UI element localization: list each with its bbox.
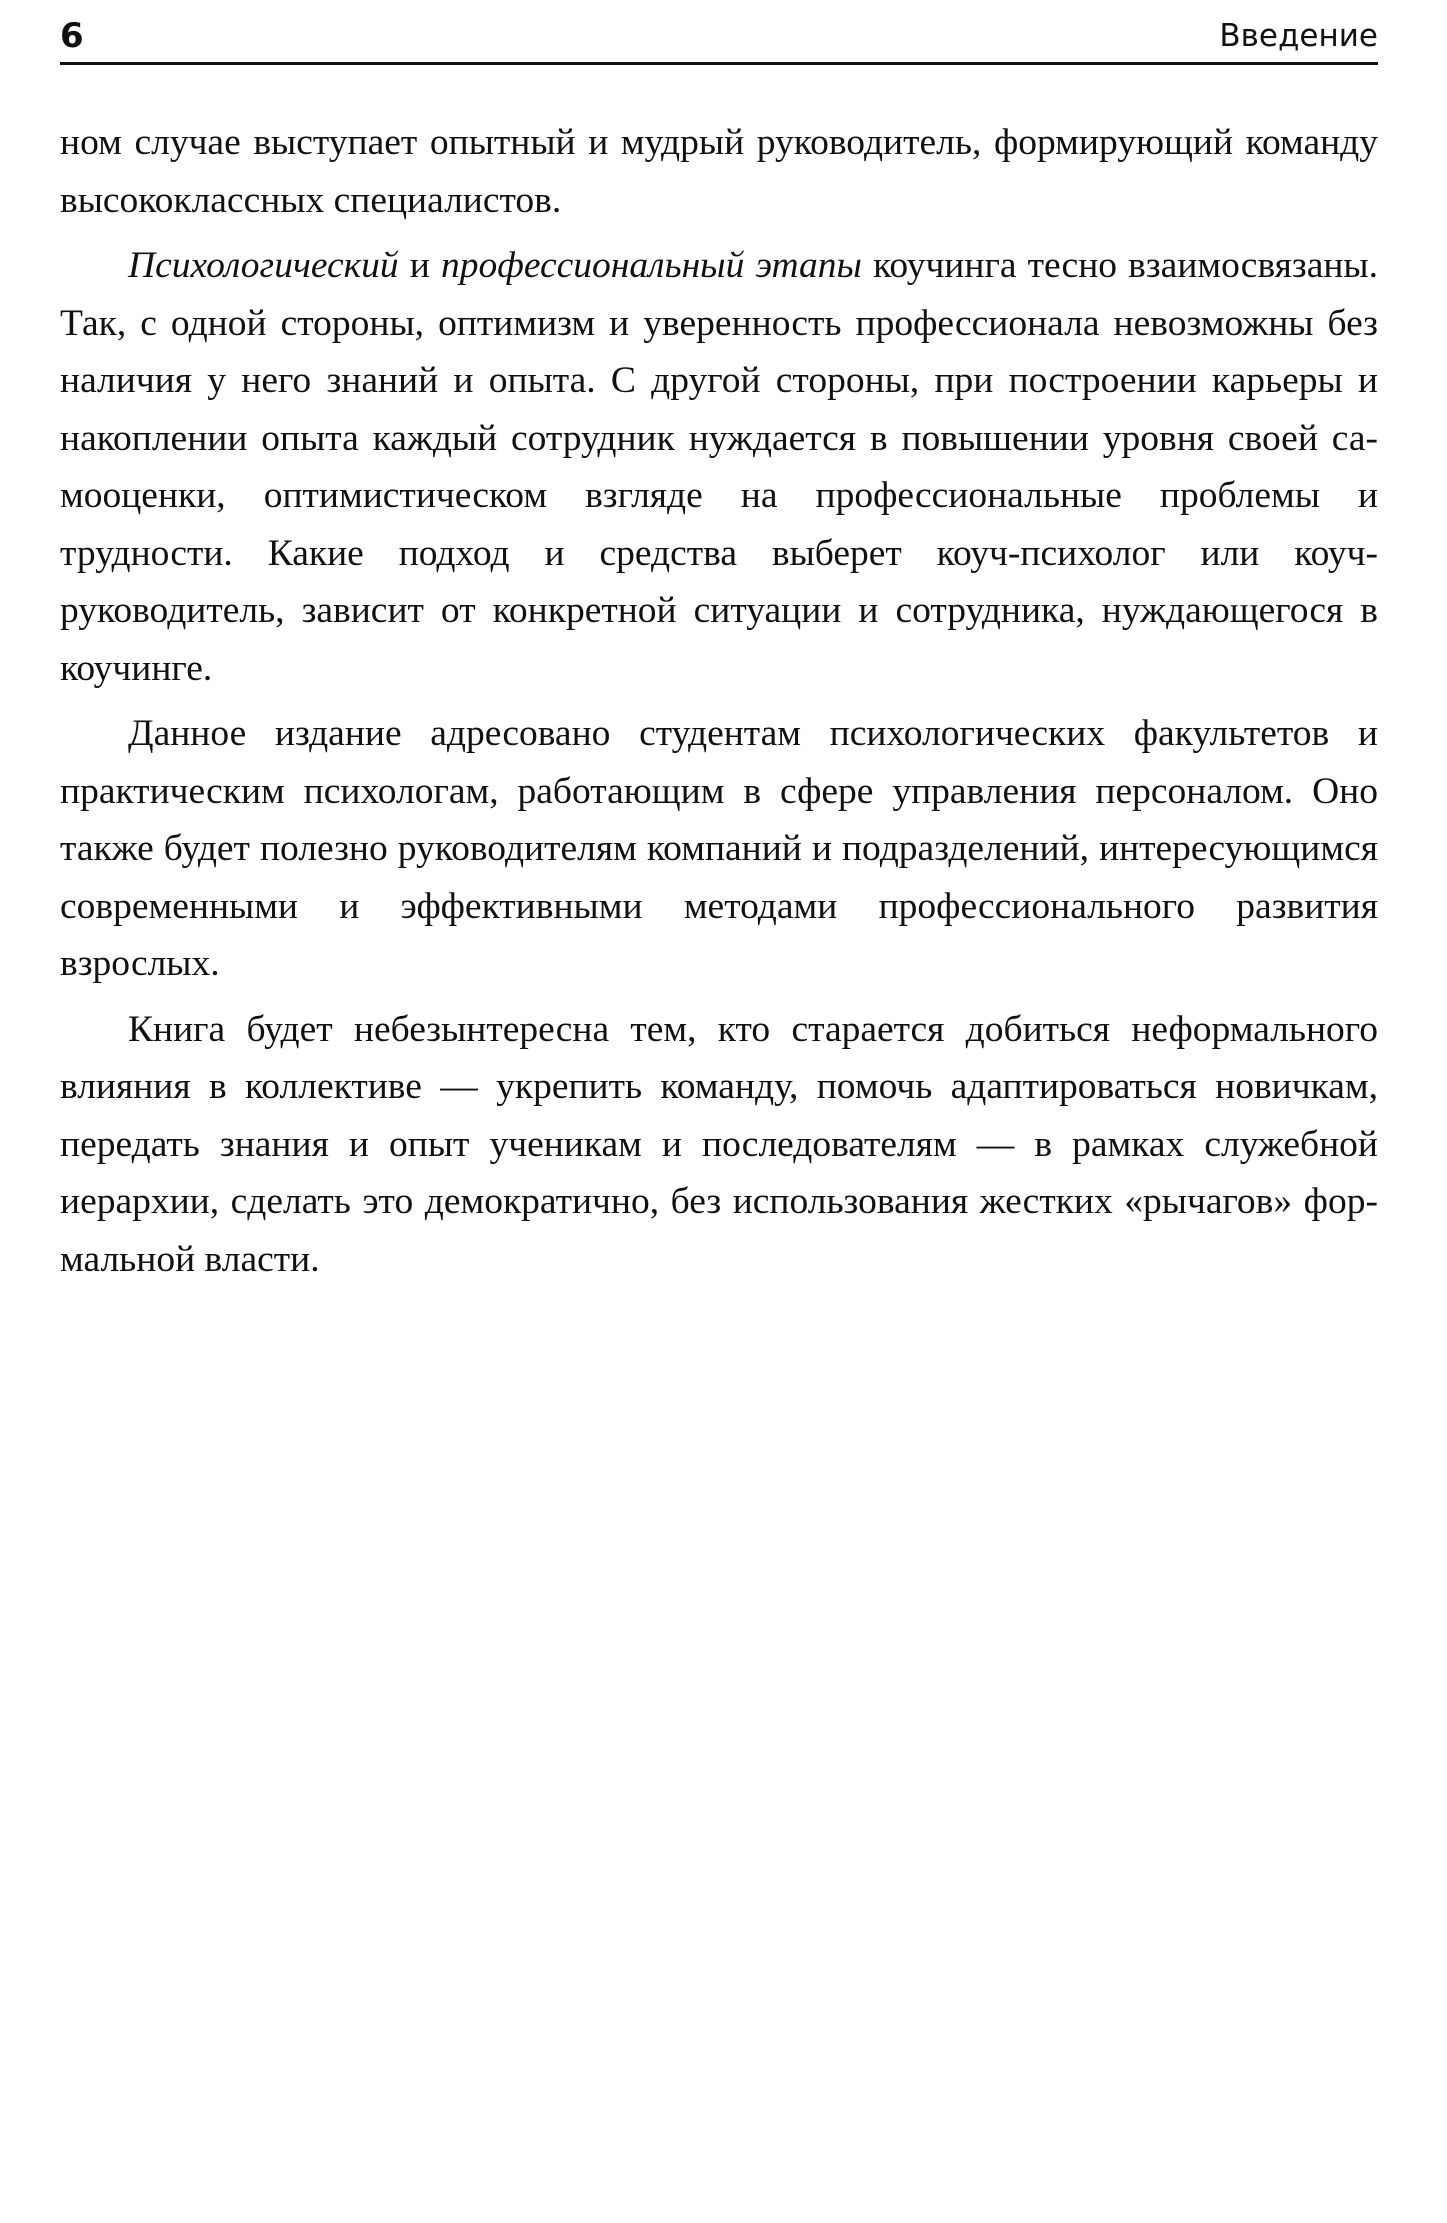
body-text xyxy=(60,114,1378,1296)
italic-term-professional-stages: профессиональный этапы xyxy=(441,245,862,286)
paragraph-1: ном случае выступает опытный и мудрый руководитель, формирующий команду высококлассных специалистов. xyxy=(60,122,1378,221)
page-header xyxy=(60,14,1378,65)
page-number: 6 xyxy=(60,16,84,56)
italic-term-psychological: Психологический xyxy=(128,245,399,286)
paragraph-3: Данное издание адресовано студентам психологических факультетов и практическим психологам, работающим в сфере управления персоналом. Оно также будет полезно руководителям компаний и подразделений, интересующимся современными и эффективными методами профессионального развития взрослых. xyxy=(60,713,1378,984)
paragraph-4: Книга будет небезынтересна тем, кто старается добиться неформального влияния в коллективе — укрепить команду, помочь адаптироваться новичкам, передать знания и опыт ученикам и последователям — в рамках служебной иерархии, сделать это демократично, без использования жестких «рычагов» формальной власти. xyxy=(60,1008,1378,1280)
paragraph-2-rest: коучинга тесно взаимосвязаны. Так, с одной стороны, оптимизм и уверенность профессионала невозможны без наличия у него знаний и опыта. С другой стороны, при построении карьеры и накоплении опыта каждый сотрудник нуждается в повышении уровня своей самооценки, оптимистическом взгляде на профессиональные проблемы и трудности. Какие подход и средства выберет коуч-психолог или коуч-руководитель, зависит от конкретной ситуации и сотрудника, нуждающегося в коучинге. xyxy=(60,245,1378,689)
paragraph-2 xyxy=(60,237,1378,697)
connector-text: и xyxy=(398,245,441,286)
running-head: Введение xyxy=(1219,18,1378,54)
